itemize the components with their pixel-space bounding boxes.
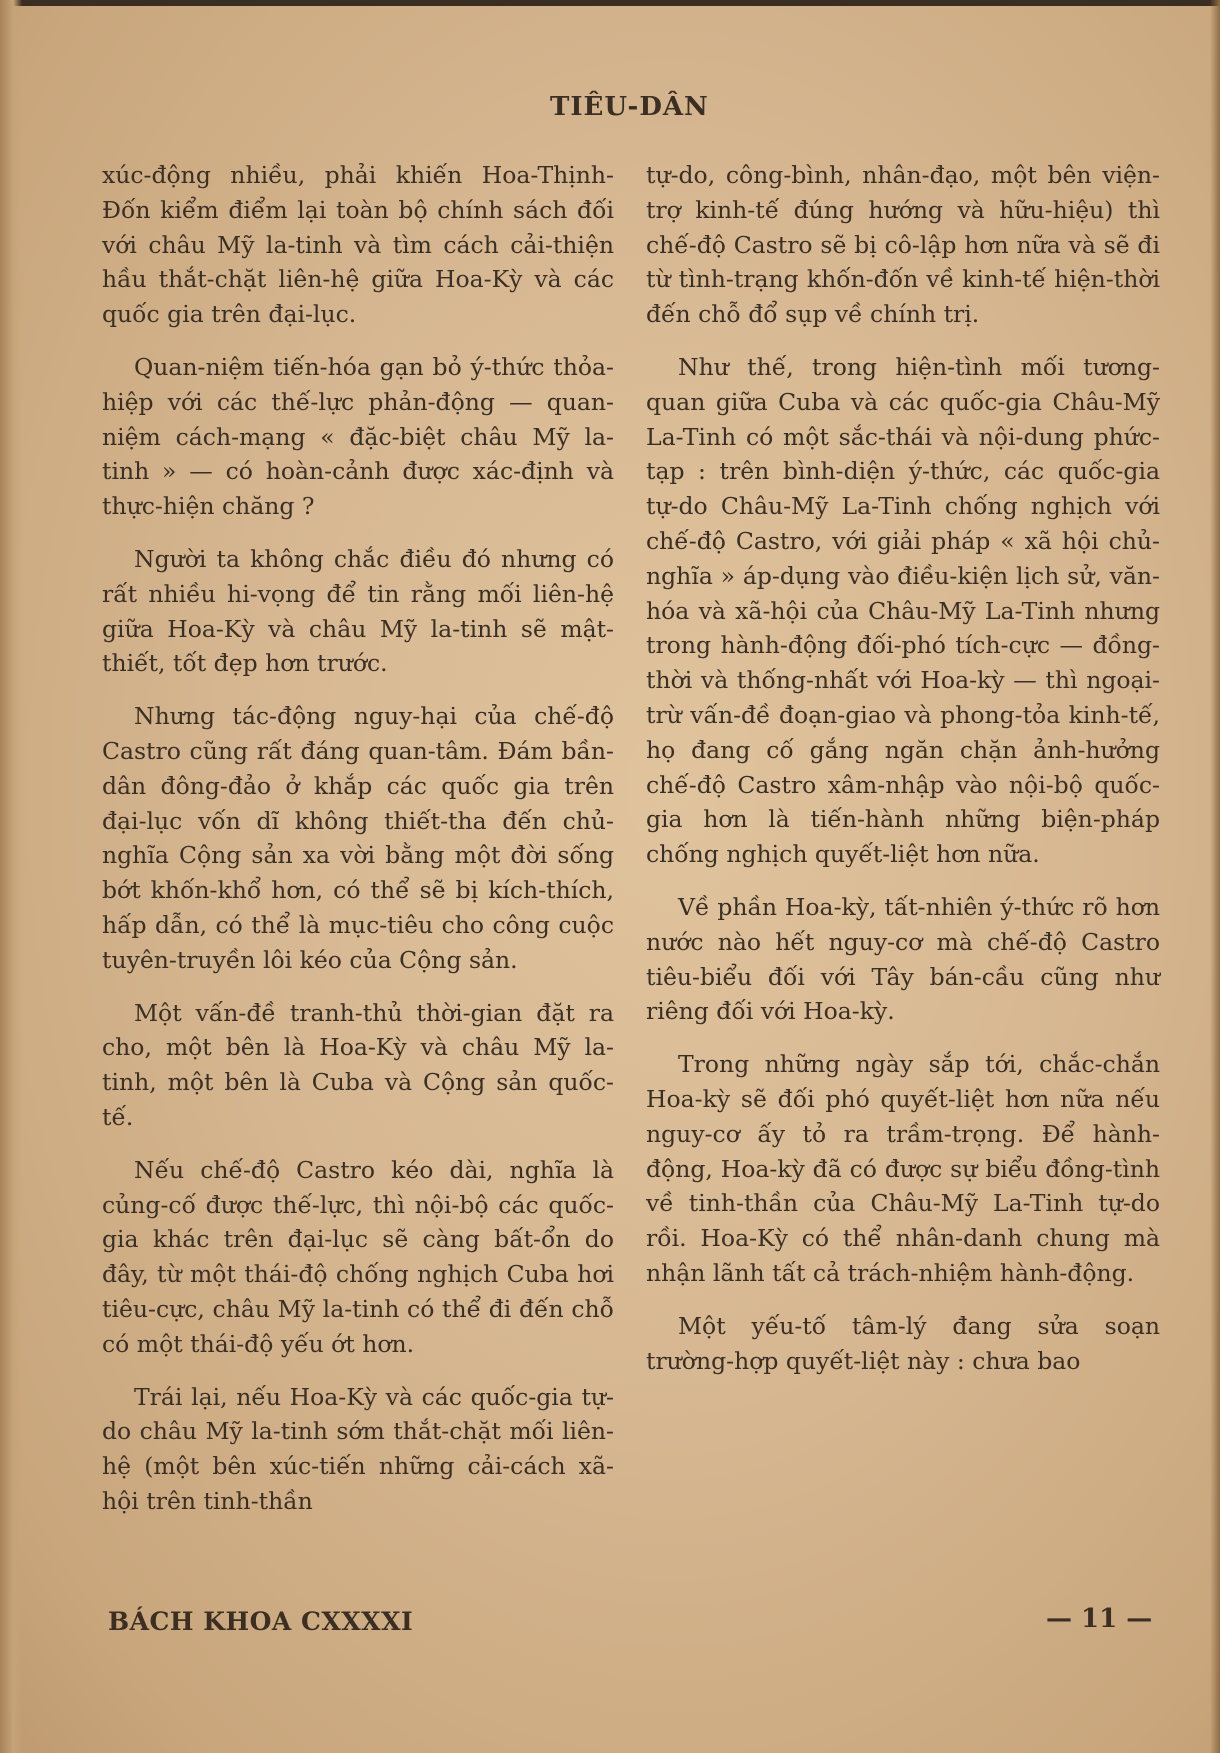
paragraph: Một vấn-đề tranh-thủ thời-gian đặt ra cho, một bên là Hoa-Kỳ và châu Mỹ la-tinh, một bên là Cuba và Cộng sản quốc-tế. (102, 998, 614, 1131)
running-title: TIÊU-DÂN (550, 92, 709, 122)
paragraph: xúc-động nhiều, phải khiến Hoa-Thịnh-Đốn kiểm điểm lại toàn bộ chính sách đối với châu Mỹ la-tinh và tìm cách cải-thiện hầu thắt-chặt liên-hệ giữa Hoa-Kỳ và các quốc gia trên đại-lục. (102, 161, 614, 329)
paragraph: Nếu chế-độ Castro kéo dài, nghĩa là củng-cố được thế-lực, thì nội-bộ các quốc-gia khác trên đại-lục sẽ càng bất-ổn do đây, từ một thái-độ chống nghịch Cuba hơi tiêu-cực, châu Mỹ la-tinh có thể đi đến chỗ có một thái-độ yếu ớt hơn. (102, 1155, 614, 1358)
paragraph: Nhưng tác-động nguy-hại của chế-độ Castro cũng rất đáng quan-tâm. Đám bần-dân đông-đảo ở khắp các quốc gia trên đại-lục vốn dĩ không thiết-tha đến chủ-nghĩa Cộng sản xa vời bằng một đời sống bớt khốn-khổ hơn, có thể sẽ bị kích-thích, hấp dẫn, có thể là mục-tiêu cho công cuộc tuyên-truyền lôi kéo của Cộng sản. (102, 702, 614, 974)
page-right-edge (1210, 0, 1220, 1753)
paragraph: Như thế, trong hiện-tình mối tương-quan giữa Cuba và các quốc-gia Châu-Mỹ La-Tinh có một sắc-thái và nội-dung phức-tạp : trên bình-diện ý-thức, các quốc-gia tự-do Châu-Mỹ La-Tinh chống nghịch với chế-độ Castro, với giải pháp « xã hội chủ-nghĩa » áp-dụng vào điều-kiện lịch sử, văn-hóa và xã-hội của Châu-Mỹ La-Tinh nhưng trong hành-động đối-phó tích-cực — đồng-thời và thống-nhất với Hoa-kỳ — thì ngoại-trừ vấn-đề đoạn-giao và phong-tỏa kinh-tế, họ đang cố gắng ngăn chặn ảnh-hưởng chế-độ Castro xâm-nhập vào nội-bộ quốc-gia hơn là tiến-hành những biện-pháp chống nghịch quyết-liệt hơn nữa. (646, 352, 1160, 869)
paragraph: Về phần Hoa-kỳ, tất-nhiên ý-thức rõ hơn nước nào hết nguy-cơ mà chế-độ Castro tiêu-biểu đối với Tây bán-cầu cũng như riêng đối với Hoa-kỳ. (646, 892, 1160, 1026)
page-top-edge (0, 0, 1220, 6)
paragraph: Trái lại, nếu Hoa-Kỳ và các quốc-gia tự-do châu Mỹ la-tinh sớm thắt-chặt mối liên-hệ (một bên xúc-tiến những cải-cách xã-hội trên tinh-thần (102, 1382, 614, 1515)
paragraph: Một yếu-tố tâm-lý đang sửa soạn trường-hợp quyết-liệt này : chưa bao (646, 1311, 1160, 1375)
page-number: — 11 — (1046, 1604, 1153, 1634)
paragraph: Trong những ngày sắp tới, chắc-chắn Hoa-kỳ sẽ đối phó quyết-liệt hơn nữa nếu nguy-cơ ấy tỏ ra trầm-trọng. Để hành-động, Hoa-kỳ đã có được sự biểu đồng-tình về tinh-thần của Châu-Mỹ La-Tinh tự-do rồi. Hoa-Kỳ có thể nhân-danh chung mà nhận lãnh tất cả trách-nhiệm hành-động. (646, 1050, 1160, 1287)
left-column (102, 158, 614, 1537)
page-left-edge (0, 0, 22, 1753)
publication-footer: BÁCH KHOA CXXXXI (108, 1607, 414, 1636)
right-column (646, 158, 1160, 1396)
paragraph: Người ta không chắc điều đó nhưng có rất nhiều hi-vọng để tin rằng mối liên-hệ giữa Hoa-Kỳ và châu Mỹ la-tinh sẽ mật-thiết, tốt đẹp hơn trước. (102, 544, 614, 678)
paragraph: tự-do, công-bình, nhân-đạo, một bên viện-trợ kinh-tế đúng hướng và hữu-hiệu) thì chế-độ Castro sẽ bị cô-lập hơn nữa và sẽ đi từ tình-trạng khốn-đốn về kinh-tế hiện-thời đến chỗ đổ sụp về chính trị. (646, 161, 1160, 329)
paragraph: Quan-niệm tiến-hóa gạn bỏ ý-thức thỏa-hiệp với các thế-lực phản-động — quan-niệm cách-mạng « đặc-biệt châu Mỹ la-tinh » — có hoàn-cảnh được xác-định và thực-hiện chăng ? (102, 352, 614, 521)
